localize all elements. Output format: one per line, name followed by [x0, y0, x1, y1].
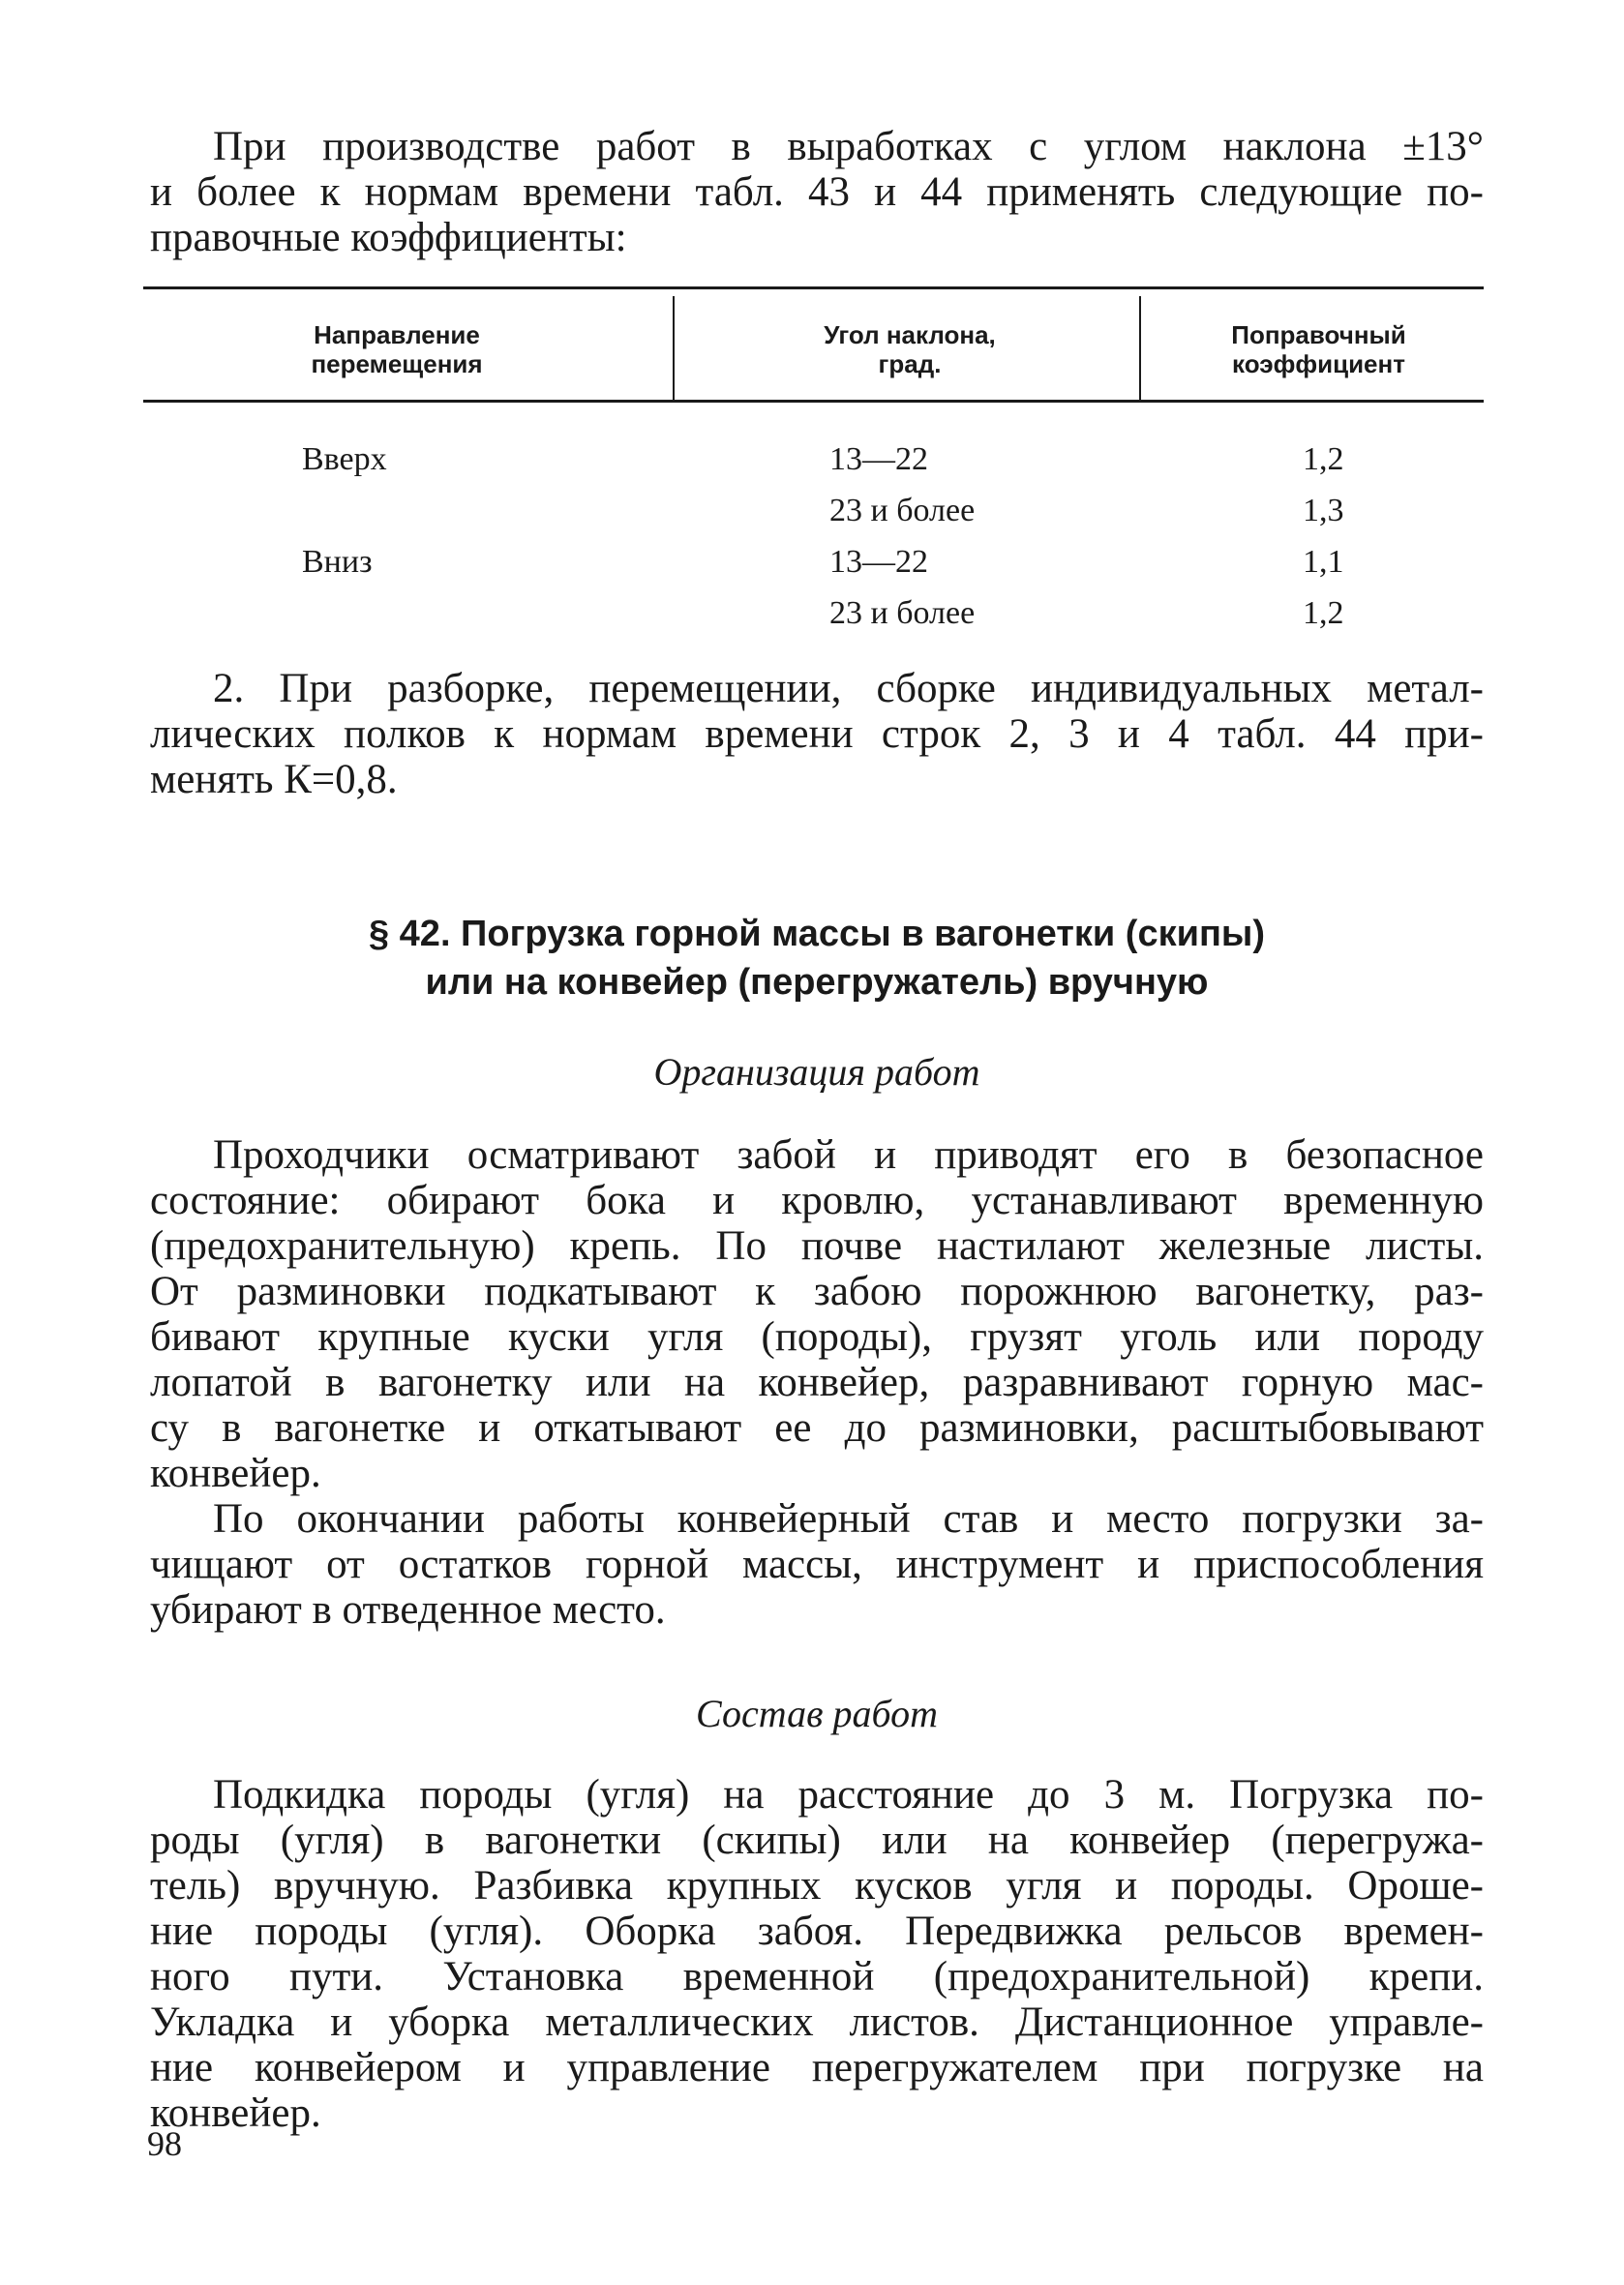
table-cell-coef: 1,2 — [1303, 441, 1344, 477]
composition-heading: Состав работ — [696, 1692, 938, 1735]
table-top-rule — [143, 286, 1484, 289]
page-number: 98 — [147, 2124, 182, 2163]
text-line: бивают крупные куски угля (породы), грузят уголь или породу — [150, 1314, 1484, 1360]
text-line: 2. При разборке, перемещении, сборке индивидуальных метал- — [213, 666, 1484, 711]
text-line: лопатой в вагонетку или на конвейер, разравнивают горную мас- — [150, 1360, 1484, 1405]
table-header-rule — [143, 400, 1484, 403]
text-line: конвейер. — [150, 2090, 321, 2136]
table-header-angle: Угол наклона, град. — [824, 320, 996, 378]
table-cell-direction: Вверх — [302, 441, 387, 477]
organization-paragraph-2 — [150, 1496, 1484, 1633]
table-header-direction: Направление перемещения — [311, 320, 483, 378]
table-cell-angle: 23 и более — [829, 493, 976, 528]
text-line: При производстве работ в выработках с углом наклона ±13° — [213, 124, 1484, 169]
text-line: роды (угля) в вагонетки (скипы) или на конвейер (перегружа- — [150, 1818, 1484, 1863]
table-cell-angle: 13—22 — [829, 441, 928, 477]
text-line: су в вагонетке и откатывают ее до разминовки, расштыбовывают — [150, 1405, 1484, 1451]
organization-paragraph-1 — [150, 1132, 1484, 1496]
note-2-paragraph — [150, 666, 1484, 802]
table-column-divider — [673, 296, 675, 401]
table-cell-angle: 13—22 — [829, 544, 928, 580]
text-line: ние конвейером и управление перегружателем при погрузке на — [150, 2045, 1484, 2090]
text-line: убирают в отведенное место. — [150, 1587, 666, 1633]
intro-paragraph — [150, 124, 1484, 260]
table-column-divider — [1139, 296, 1141, 401]
text-line: Подкидка породы (угля) на расстояние до 3 м. Погрузка по- — [213, 1772, 1484, 1818]
text-line: правочные коэффициенты: — [150, 215, 627, 260]
table-cell-coef: 1,2 — [1303, 595, 1344, 631]
organization-heading: Организация работ — [653, 1050, 980, 1094]
text-line: Проходчики осматривают забой и приводят его в безопасное — [213, 1132, 1484, 1178]
table-cell-coef: 1,1 — [1303, 544, 1344, 580]
text-line: тель) вручную. Разбивка крупных кусков угля и породы. Ороше- — [150, 1863, 1484, 1909]
text-line: По окончании работы конвейерный став и место погрузки за- — [213, 1496, 1484, 1542]
text-line: и более к нормам времени табл. 43 и 44 применять следующие по- — [150, 169, 1484, 215]
composition-paragraph — [150, 1772, 1484, 2136]
table-cell-direction: Вниз — [302, 544, 373, 580]
table-header-coef: Поправочный коэффициент — [1231, 320, 1406, 378]
section-title: § 42. Погрузка горной массы в вагонетки (скипы) или на конвейер (перегружатель) вручную — [368, 914, 1266, 1003]
text-line: (предохранительную) крепь. По почве настилают железные листы. — [150, 1223, 1484, 1269]
text-line: Укладка и уборка металлических листов. Дистанционное управле- — [150, 1999, 1484, 2045]
text-line: чищают от остатков горной массы, инструмент и приспособления — [150, 1542, 1484, 1587]
table-cell-angle: 23 и более — [829, 595, 976, 631]
text-line: ние породы (угля). Оборка забоя. Передвижка рельсов времен- — [150, 1909, 1484, 1954]
text-line: лических полков к нормам времени строк 2, 3 и 4 табл. 44 при- — [150, 711, 1484, 757]
text-line: состояние: обирают бока и кровлю, устанавливают временную — [150, 1178, 1484, 1223]
text-line: конвейер. — [150, 1451, 321, 1496]
text-line: От разминовки подкатывают к забою порожнюю вагонетку, раз- — [150, 1269, 1484, 1314]
text-line: ного пути. Установка временной (предохранительной) крепи. — [150, 1954, 1484, 1999]
table-cell-coef: 1,3 — [1303, 493, 1344, 528]
text-line: менять К=0,8. — [150, 757, 398, 802]
